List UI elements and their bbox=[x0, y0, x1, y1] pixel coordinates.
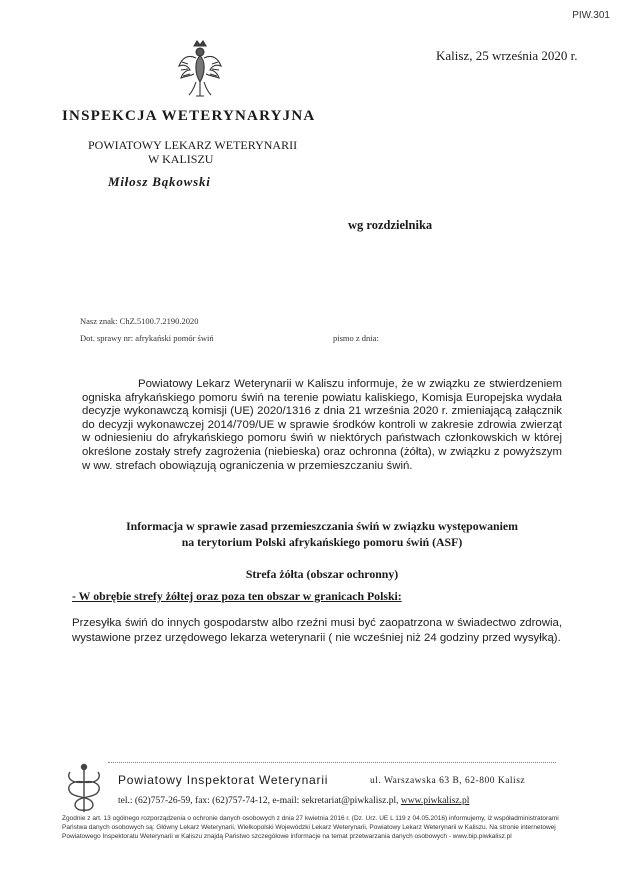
footer-website-link[interactable]: www.piwkalisz.pl bbox=[400, 796, 470, 806]
matter-reference: Dot. sprawy nr: afrykański pomór świń bbox=[80, 333, 214, 343]
letter-date-field: pismo z dnia: bbox=[333, 333, 379, 343]
document-date: Kalisz, 25 września 2020 r. bbox=[436, 48, 578, 63]
caduceus-logo-icon bbox=[62, 762, 106, 814]
footer-address: ul. Warszawska 63 B, 62-800 Kalisz bbox=[370, 776, 526, 786]
info-heading-line1: Informacja w sprawie zasad przemieszczania świń w związku występowaniem bbox=[126, 519, 518, 533]
officer-title: POWIATOWY LEKARZ WETERYNARII bbox=[88, 138, 298, 152]
footer-divider bbox=[108, 762, 556, 763]
zone-subheading: - W obrębie strefy żółtej oraz poza ten obszar w granicach Polski: bbox=[72, 589, 402, 603]
document-code: PIW.301 bbox=[572, 10, 610, 21]
intro-paragraph: Powiatowy Lekarz Weterynarii w Kaliszu informuje, że w związku ze stwierdzeniem ogniska afrykańskiego pomoru świń na terenie powiatu kaliskiego, Komisja Europejska wydała decyzje wykonawczą komisji (UE) 2020/1316 z dnia 21 września 2020 r. zmieniającą załącznik do decyzji wykonawczej 2014/709/UE w sprawie środków kontroli w zakresie zdrowia zwierząt w odniesieniu do afrykańskiego pomoru świń w niektórych państwach członkowskich w której określone zostały strefy zagrożenia (niebieska) oraz ochronna (żółta), w związku z powyższym w ww. strefach obowiązują ograniczenia w przemieszczaniu świń. bbox=[82, 378, 562, 472]
info-heading bbox=[72, 518, 572, 550]
footer-office-name: Powiatowy Inspektorat Weterynarii bbox=[118, 773, 329, 787]
reference-number: Nasz znak: ChZ.5100.7.2190.2020 bbox=[80, 316, 199, 326]
zone-heading: Strefa żółta (obszar ochronny) bbox=[245, 567, 399, 581]
officer-location: W KALISZU bbox=[148, 152, 214, 166]
zone-paragraph: Przesyłka świń do innych gospodarstw albo rzeźni musi być zaopatrzona w świadectwo zdrowia, wystawione przez urzędowego lekarza weterynarii ( nie wcześniej niż 24 godziny przed wysyłką). bbox=[72, 617, 562, 644]
institution-name: INSPEKCJA WETERYNARYJNA bbox=[62, 108, 316, 124]
info-heading-line2: na terytorium Polski afrykańskiego pomoru świń (ASF) bbox=[181, 535, 463, 549]
footer-phone-fax-email: tel.: (62)757-26-59, fax: (62)757-74-12, e-mail: sekretariat@piwkalisz.pl, bbox=[118, 796, 399, 806]
eagle-emblem-icon bbox=[176, 38, 224, 100]
gdpr-notice: Zgodnie z art. 13 ogólnego rozporządzenia o ochronie danych osobowych z dnia 27 kwietnia 2016 r. (Dz. Urz. UE L 119 z 04.05.2016) informujemy, iż współadministratorami Państwa danych osobowych są: Główny Lekarz Weterynarii, Wielkopolski Wojewódzki Lekarz Weterynarii, Powiatowy Lekarz Weterynarii w Kaliszu. Na stronie internetowej Powiatowego Inspektoratu Weterynarii w Kaliszu znajdą Państwo szczegółowe informacje na temat przetwarzania danych osobowych - www.bip.piwkalisz.pl bbox=[62, 815, 559, 840]
footer-contacts bbox=[118, 796, 469, 806]
recipient-line: wg rozdzielnika bbox=[348, 218, 433, 232]
officer-name: Miłosz Bąkowski bbox=[108, 174, 211, 189]
